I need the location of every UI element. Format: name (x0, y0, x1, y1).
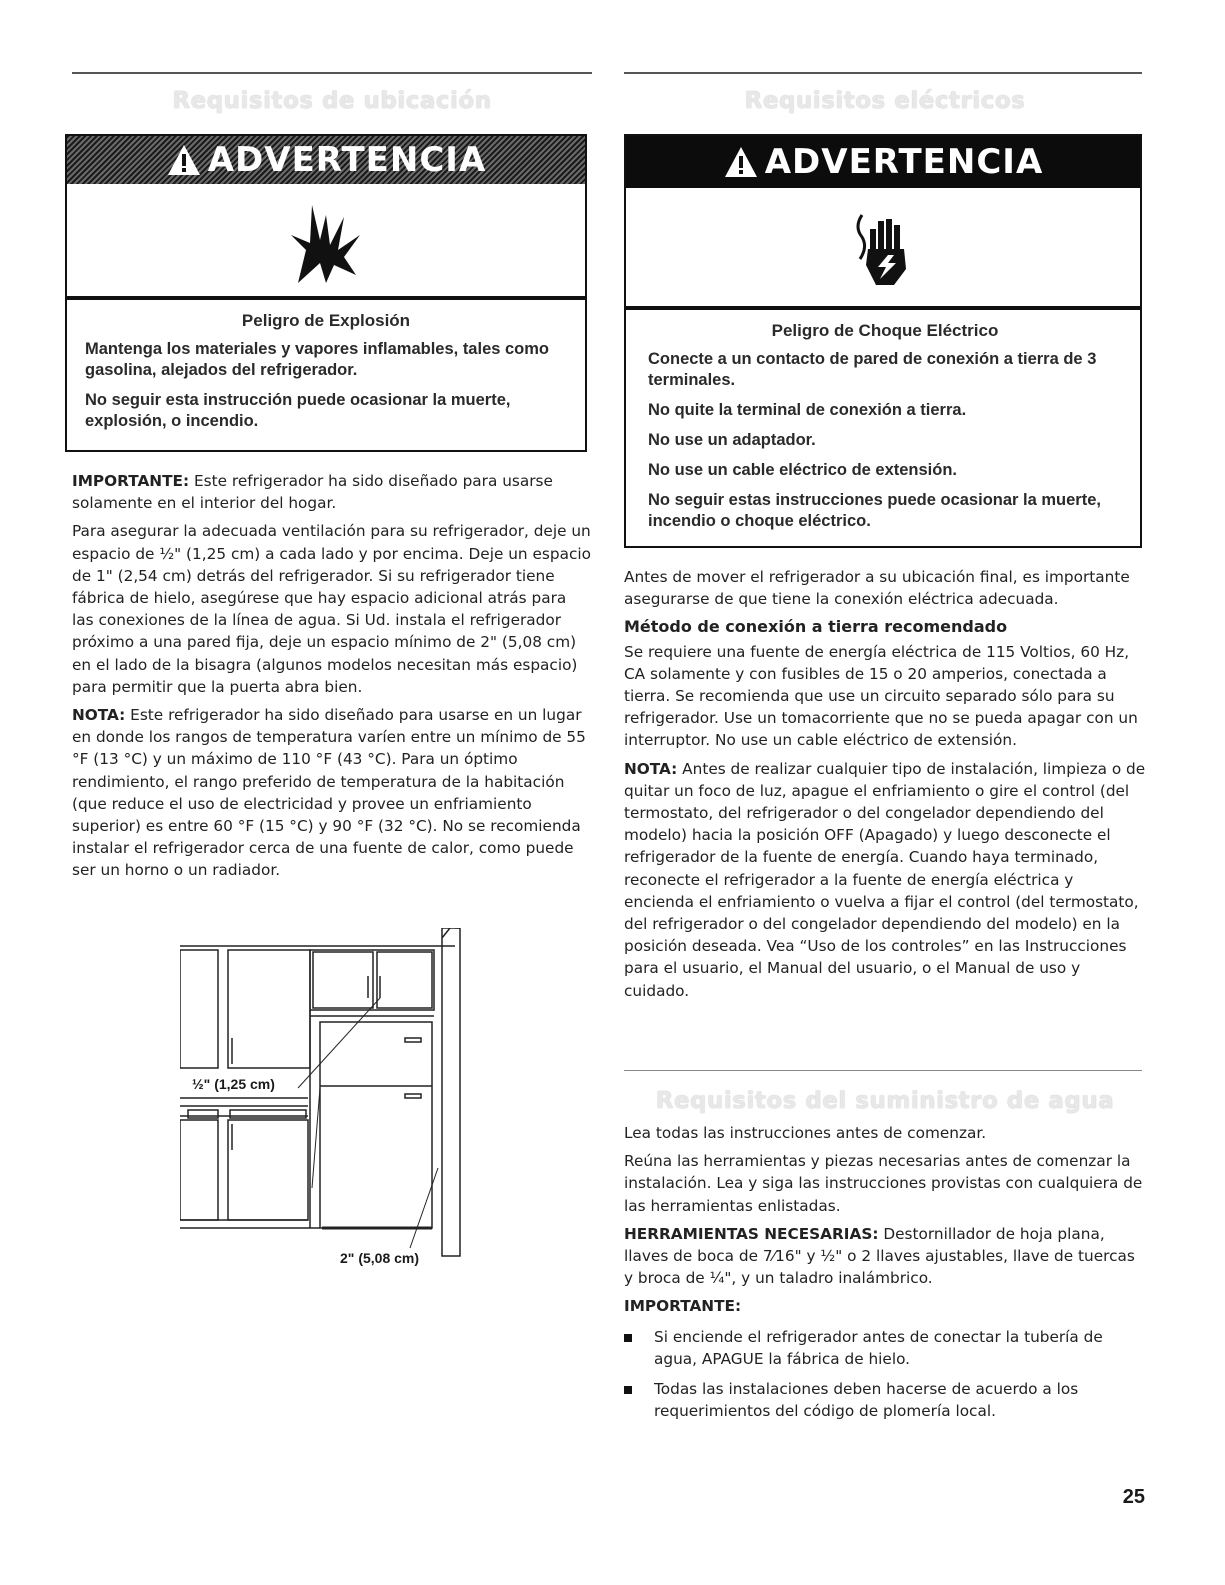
label-tools-needed: HERRAMIENTAS NECESARIAS: (624, 1224, 879, 1243)
label-nota: NOTA: (72, 706, 126, 725)
warning-header-text: ADVERTENCIA (764, 142, 1044, 182)
warning-line: No seguir esta instrucción puede ocasionar la muerte, explosión, o incendio. (85, 391, 511, 430)
paragraph-tools-needed (624, 1223, 1146, 1290)
electric-shock-icon (848, 207, 918, 287)
warning-icon-row (67, 184, 585, 296)
warning-triangle-icon (723, 145, 759, 179)
hazard-title: Peligro de Explosión (241, 311, 411, 330)
label-nota: NOTA: (624, 759, 678, 778)
paragraph-text: Este refrigerador ha sido diseñado para usarse solamente en el interior del hogar. (72, 472, 553, 513)
paragraph-nota (72, 704, 592, 882)
warning-body (626, 310, 1140, 555)
paragraph-read-all: Lea todas las instrucciones antes de comenzar. (624, 1124, 987, 1142)
warning-line: No seguir estas instrucciones puede ocasionar la muerte, incendio o choque eléctrico. (648, 491, 1101, 530)
label-importante: IMPORTANTE: (624, 1297, 742, 1316)
list-item: Si enciende el refrigerador antes de conectar la tubería de agua, APAGUE la fábrica de hielo. (624, 1326, 1146, 1370)
warning-icon-row (626, 188, 1140, 306)
label-importante: IMPORTANTE: (72, 472, 190, 490)
paragraph-text: Antes de realizar cualquier tipo de instalación, limpieza o de quitar un foco de luz, apague el enfriamiento o gire el control (del termostato, del refrigerador o del congelador dependiendo del modelo) hacia la posición OFF (Apagado) y luego desconecte el refrigerador de la fuente de energía. Cuando haya terminado, reconecte el refrigerador a la fuente de energía eléctrica y encienda el enfriamiento o vuelva a fijar el control (del termostato, del refrigerador o del congelador dependiendo del modelo) en la posición deseada. Vea “Uso de los controles” en las Instrucciones para el usuario, el Manual del usuario, o el Manual de uso y cuidado. (624, 759, 1146, 1000)
subheading-grounding: Método de conexión a tierra recomendado (624, 617, 1008, 637)
paragraph-gather-tools: Reúna las herramientas y piezas necesarias antes de comenzar la instalación. Lea y siga las instrucciones provistas con cualquiera de las herramientas enlistadas. (624, 1152, 1143, 1215)
top-rule-left (72, 72, 592, 74)
paragraph-power-supply: Se requiere una fuente de energía eléctrica de 115 Voltios, 60 Hz, CA solamente y con fusibles de 15 o 20 amperios, conectada a tierra. Se recomienda que use un circuito separado sólo para su refrigerador. Use un tomacorriente que no se pueda apagar con un interruptor. No use un cable eléctrico de extensión. (624, 642, 1138, 750)
section-title-location: Requisitos de ubicación (172, 88, 492, 114)
water-text (624, 1122, 1146, 1430)
water-section-rule (624, 1070, 1142, 1071)
warning-line: No use un cable eléctrico de extensión. (648, 461, 958, 479)
explosion-icon (286, 195, 366, 285)
electrical-text (624, 566, 1146, 1008)
paragraph-before-moving: Antes de mover el refrigerador a su ubicación final, es importante asegurarse de que tiene la conexión eléctrica adecuada. (624, 568, 1130, 609)
paragraph-text: Destornillador de hoja plana, llaves de boca de 7⁄16" y ½" o 2 llaves ajustables, llave de tuercas y broca de ¼", y un taladro inalámbrico. (624, 1224, 1135, 1288)
refrigerator-diagram (180, 928, 480, 1278)
warning-line: Mantenga los materiales y vapores inflamables, tales como gasolina, alejados del refrigerador. (85, 340, 550, 379)
warning-line: No quite la terminal de conexión a tierra. (648, 401, 967, 419)
clearance-label-side: ½" (1,25 cm) (192, 1076, 275, 1092)
warning-box-explosion (65, 134, 587, 452)
clearance-label-hinge: 2" (5,08 cm) (340, 1250, 420, 1266)
warning-body (67, 300, 585, 455)
warning-header (626, 136, 1140, 188)
location-text (72, 470, 592, 888)
paragraph-nota (624, 758, 1146, 1002)
refrigerator-clearance-figure (180, 928, 480, 1278)
paragraph-importante (72, 470, 592, 514)
warning-line: Conecte a un contacto de pared de conexión a tierra de 3 terminales. (648, 350, 1097, 389)
warning-header-text: ADVERTENCIA (207, 140, 487, 180)
hazard-title: Peligro de Choque Eléctrico (771, 321, 999, 340)
top-rule-right (624, 72, 1142, 74)
warning-line: No use un adaptador. (648, 431, 816, 449)
paragraph-text: Este refrigerador ha sido diseñado para usarse en un lugar en donde los rangos de temperatura varíen entre un mínimo de 55 °F (13 °C) y un máximo de 110 °F (43 °C). Para un óptimo rendimiento, el rango preferido de temperatura de la habitación (que reduce el uso de electricidad y provee un enfriamiento superior) es entre 60 °F (15 °C) y 90 °F (32 °C). No se recomienda instalar el refrigerador cerca de una fuente de calor, como puede ser un horno o un radiador. (72, 706, 586, 880)
warning-header (67, 136, 585, 184)
warning-box-electric (624, 134, 1142, 548)
warning-triangle-icon (166, 143, 202, 177)
paragraph-ventilation: Para asegurar la adecuada ventilación para su refrigerador, deje un espacio de ½" (1,25 cm) a cada lado y por encima. Deje un espacio de 1" (2,54 cm) detrás del refrigerador. Si su refrigerador tiene fábrica de hielo, asegúrese que hay espacio adicional atrás para las conexiones de la línea de agua. Si Ud. instala el refrigerador próximo a una pared fija, deje un espacio mínimo de 2" (5,08 cm) en el lado de la bisagra (algunos modelos necesitan más espacio) para permitir que la puerta abra bien. (72, 522, 591, 696)
page-number: 25 (1122, 1486, 1145, 1508)
section-title-water: Requisitos del suministro de agua (655, 1088, 1115, 1114)
list-item: Todas las instalaciones deben hacerse de acuerdo a los requerimientos del código de plomería local. (624, 1378, 1146, 1422)
section-title-electrical: Requisitos eléctricos (744, 88, 1026, 114)
